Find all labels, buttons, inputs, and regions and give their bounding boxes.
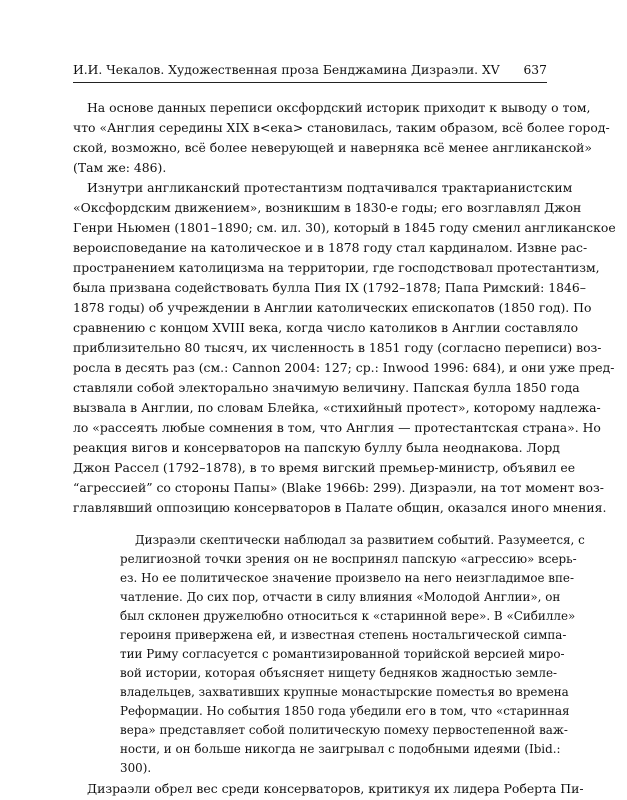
quote-line: был склонен дружелюбно относиться к «старинной вере». В «Сибилле» xyxy=(120,609,576,623)
text-line: сравнению с концом XVIII века, когда число католиков в Англии составляло xyxy=(73,320,579,335)
text-line: Джон Рассел (1792–1878), в то время вигский премьер-министр, объявил ее xyxy=(73,460,576,475)
quote-line: чатление. До сих пор, отчасти в силу влияния «Молодой Англии», он xyxy=(120,590,561,604)
text-line: вероисповедание на католическое и в 1878 году стал кардиналом. Извне рас- xyxy=(73,240,588,255)
quote-line: вой истории, которая объясняет нищету бедняков жадностью земле- xyxy=(120,666,558,680)
text-line: приблизительно 80 тысяч, их численность в 1851 году (согласно переписи) воз- xyxy=(73,340,602,355)
text-line: что «Англия середины XIX в<ека> становилась, таким образом, всё более город- xyxy=(73,120,610,135)
text-line: «Оксфордским движением», возникшим в 1830-е годы; его возглавлял Джон xyxy=(73,200,582,215)
text-line: “агрессией” со стороны Папы» (Blake 1966b: 299). Дизраэли, на тот момент воз- xyxy=(73,480,604,495)
quote-line: Реформации. Но события 1850 года убедили его в том, что «старинная xyxy=(120,704,570,718)
quote-line: религиозной точки зрения он не воспринял папскую «агрессию» всерь- xyxy=(120,552,577,566)
text-line: ло «рассеять любые сомнения в том, что Англия — протестантская страна». Но xyxy=(73,420,601,435)
text-line: Изнутри англиканский протестантизм подтачивался трактарианистским xyxy=(87,180,573,195)
quote-line: ез. Но ее политическое значение произвело на него неизгладимое впе- xyxy=(120,571,574,585)
text-line: реакция вигов и консерваторов на папскую буллу была неоднакова. Лорд xyxy=(73,440,560,455)
text-line: Генри Ньюмен (1801–1890; см. ил. 30), который в 1845 году сменил англиканское xyxy=(73,220,616,235)
text-line: была призвана содействовать булла Пия IX (1792–1878; Папа Римский: 1846– xyxy=(73,280,586,295)
quote-line: ности, и он больше никогда не заигрывал с подобными идеями (Ibid.: xyxy=(120,742,561,756)
quote-line: тии Риму согласуется с романтизированной торийской версией миро- xyxy=(120,647,565,661)
quote-line: вера» представляет собой политическую помеху первостепенной важ- xyxy=(120,723,568,737)
text-line: На основе данных переписи оксфордский историк приходит к выводу о том, xyxy=(87,100,591,115)
text-line: главлявший оппозицию консерваторов в Палате общин, оказался иного мнения. xyxy=(73,500,607,515)
header-rule xyxy=(73,82,547,83)
quote-line: Дизраэли скептически наблюдал за развитием событий. Разумеется, с xyxy=(135,533,585,547)
text-line: росла в десять раз (см.: Cannon 2004: 127; ср.: Inwood 1996: 684), и они уже пред- xyxy=(73,360,615,375)
text-line: ской, возможно, всё более неверующей и наверняка всё менее англиканской» xyxy=(73,140,592,155)
text-line: 1878 годы) об учреждении в Англии католических епископатов (1850 год). По xyxy=(73,300,592,315)
text-line: Дизраэли обрел вес среди консерваторов, критикуя их лидера Роберта Пи- xyxy=(87,781,584,796)
text-line: ставляли собой электорально значимую величину. Папская булла 1850 года xyxy=(73,380,580,395)
text-line: вызвала в Англии, по словам Блейка, «стихийный протест», которому надлежа- xyxy=(73,400,601,415)
running-title: И.И. Чекалов. Художественная проза Бенджамина Дизраэли. XV xyxy=(73,63,500,77)
quote-line: 300). xyxy=(120,761,152,775)
running-head xyxy=(73,62,547,78)
quote-line: владельцев, захвативших крупные монастырские поместья во времена xyxy=(120,685,569,699)
page-number: 637 xyxy=(523,63,547,77)
text-line: пространением католицизма на территории, где господствовал протестантизм, xyxy=(73,260,600,275)
quote-line: героиня привержена ей, и известная степень ностальгической симпа- xyxy=(120,628,567,642)
text-line: (Там же: 486). xyxy=(73,160,167,175)
